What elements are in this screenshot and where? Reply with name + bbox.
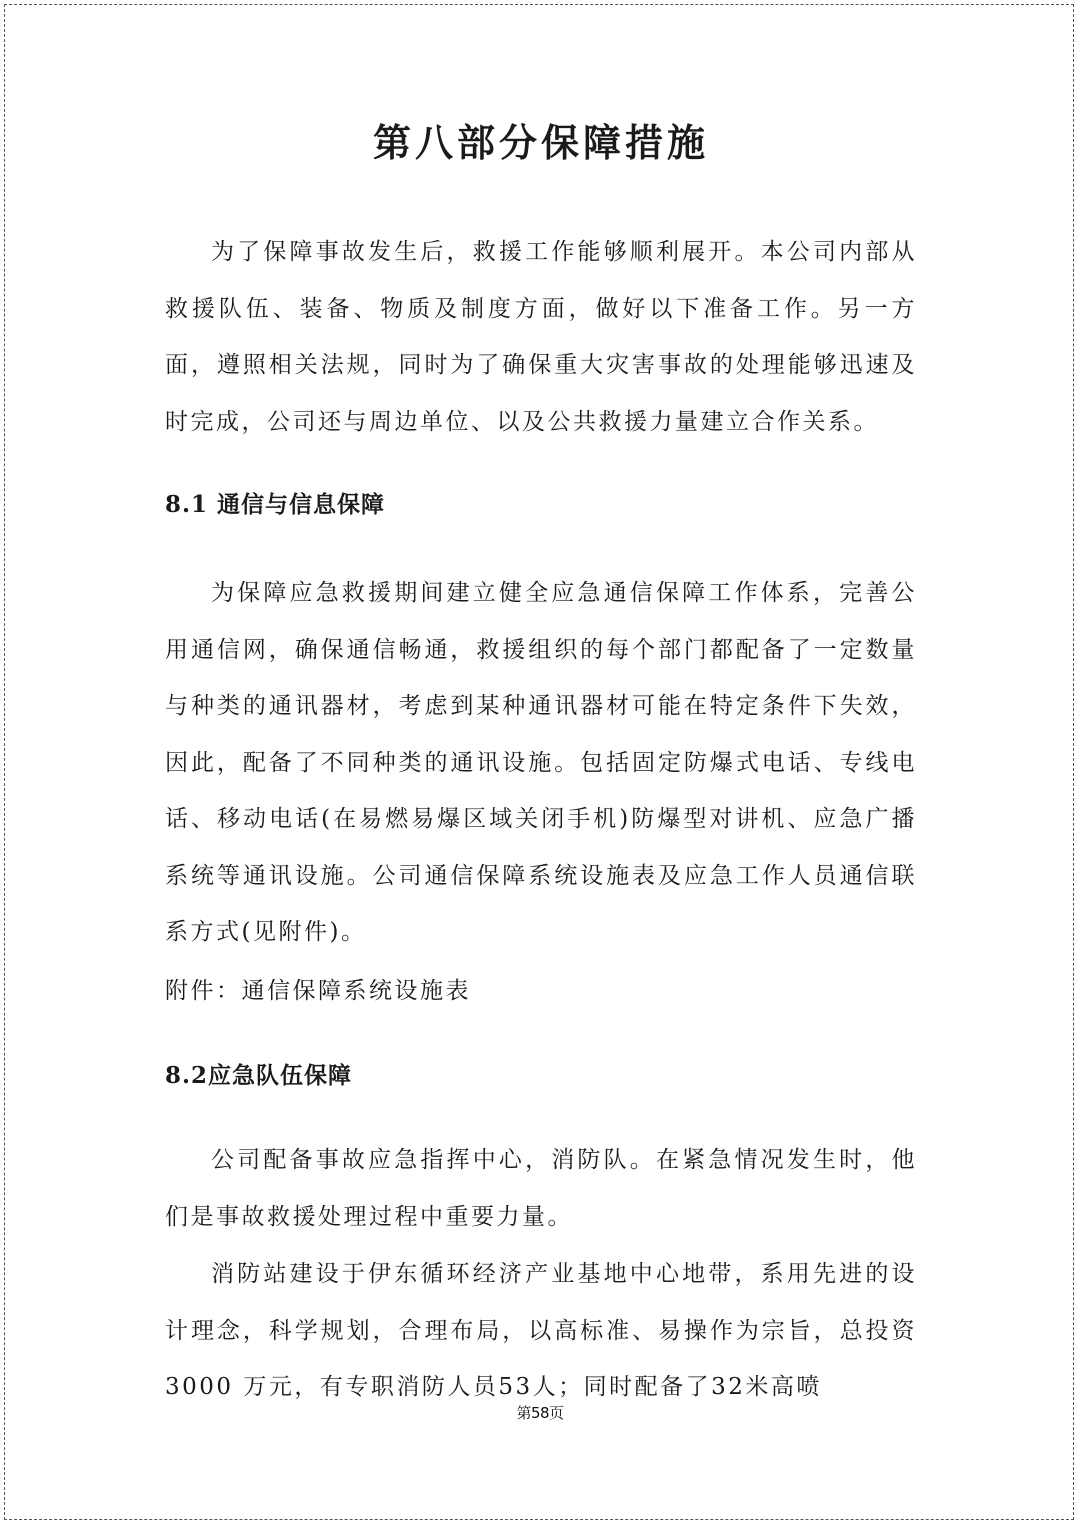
section-heading-8-1: 8.1 通信与信息保障 — [165, 491, 386, 518]
section-8-1-paragraph: 为保障应急救援期间建立健全应急通信保障工作体系，完善公用通信网，确保通信畅通，救援组织的每个部门都配备了一定数量与种类的通讯器材，考虑到某种通讯器材可能在特定条件下失效，因此，配备了不同种类的通讯设施。包括固定防爆式电话、专线电话、移动电话(在易燃易爆区域关闭手机)防爆型对讲机、应急广播系统等通讯设施。公司通信保障系统设施表及应急工作人员通信联系方式(见附件)。 — [165, 580, 917, 945]
attachment-note: 附件：通信保障系统设施表 — [165, 978, 471, 1004]
section-8-2-paragraph-1: 公司配备事故应急指挥中心，消防队。在紧急情况发生时，他们是事故救援处理过程中重要力量。 — [165, 1147, 917, 1230]
section-heading-8-2: 8.2应急队伍保障 — [165, 1062, 353, 1089]
section-8-2-paragraph-2: 消防站建设于伊东循环经济产业基地中心地带，系用先进的设计理念，科学规划，合理布局，以高标准、易操作为宗旨，总投资3000 万元，有专职消防人员53人；同时配备了32米高喷 — [165, 1261, 917, 1400]
intro-paragraph: 为了保障事故发生后，救援工作能够顺利展开。本公司内部从救援队伍、装备、物质及制度方面，做好以下准备工作。另一方面，遵照相关法规，同时为了确保重大灾害事故的处理能够迅速及时完成，公司还与周边单位、以及公共救援力量建立合作关系。 — [165, 239, 917, 435]
page-number: 第58页 — [516, 1404, 564, 1422]
document-title: 第八部分保障措施 — [372, 120, 709, 165]
